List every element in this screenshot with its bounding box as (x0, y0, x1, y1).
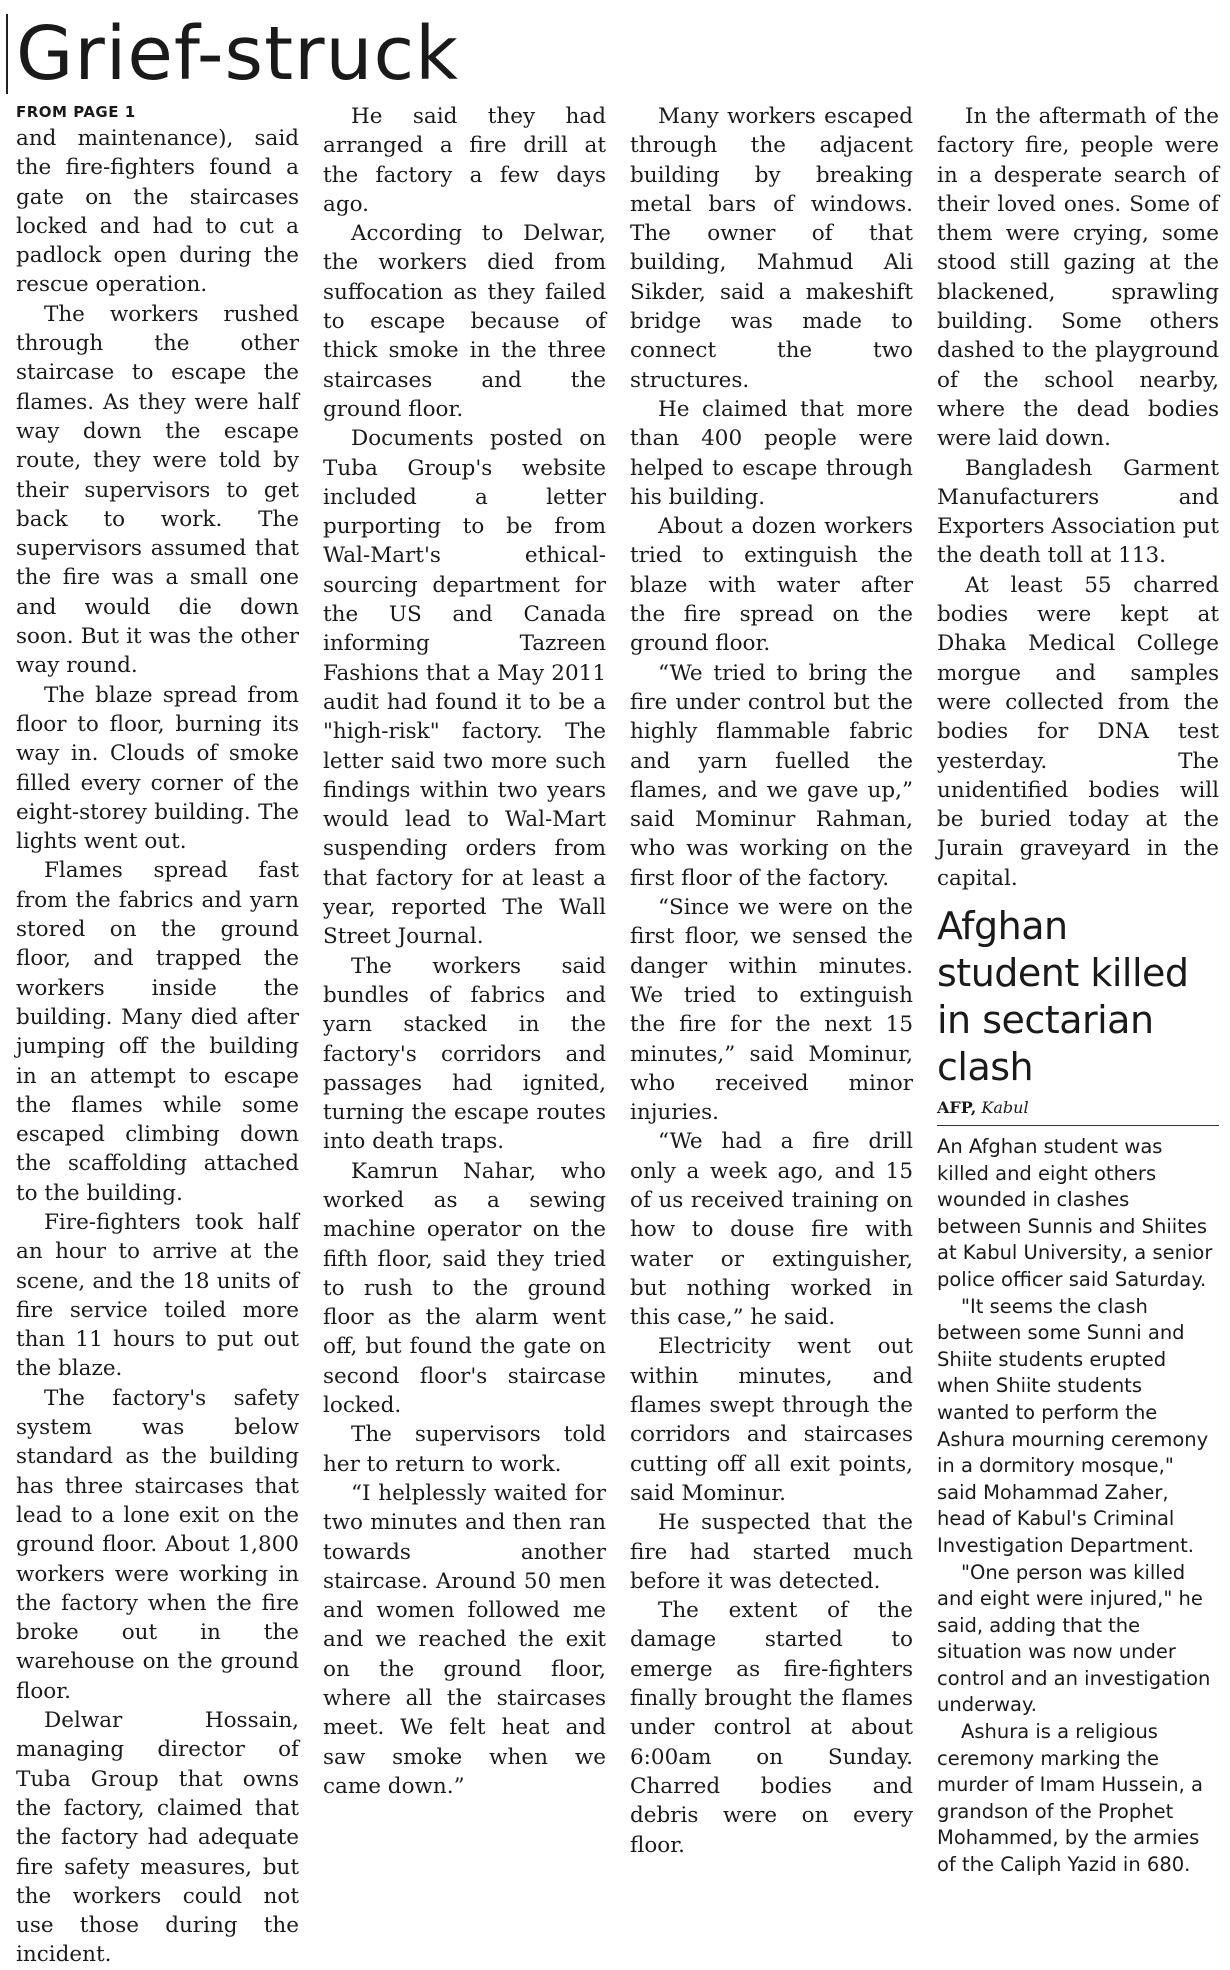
article-paragraph: Documents posted on Tuba Group's website included a letter purporting to be from Wal-Mart's ethical-sourcing department for the US and Canada informing Tazreen Fashions that a May 2011 audit had found it to be a "high-risk" factory. The letter said two more such findings within two years would lead to Wal-Mart suspending orders from that factory for at least a year, reported The Wall Street Journal. (323, 426, 606, 950)
article-paragraph: “We had a fire drill only a week ago, and 15 of us received training on how to douse fire with water or extinguisher, but nothing worked in this case,” he said. (630, 1129, 913, 1331)
side-story-body (937, 1134, 1219, 1879)
side-story-paragraph: "It seems the clash between some Sunni and Shiite students erupted when Shiite students wanted to perform the Ashura mourning ceremony in a dormitory mosque," said Mohammad Zaher, head of Kabul's Criminal Investigation Department. (937, 1294, 1209, 1557)
article-paragraph: The factory's safety system was below standard as the building has three staircases that lead to a lone exit on the ground floor. About 1,800 workers were working in the factory when the fire broke out in the warehouse on the ground floor. (16, 1385, 299, 1704)
side-story-paragraph: "One person was killed and eight were injured," he said, adding that the situation was now under control and an investigation underway. (937, 1560, 1211, 1717)
column-1 (16, 102, 299, 1968)
article-paragraph: Kamrun Nahar, who worked as a sewing machine operator on the fifth floor, said they tried to rush to the ground floor as the alarm went off, but found the gate on second floor's staircase locked. (323, 1158, 606, 1419)
column-2 (323, 102, 606, 1799)
article-paragraph: “I helplessly waited for two minutes and then ran towards another staircase. Around 50 men and women followed me and we reached the exit on the ground floor, where all the staircases meet. We felt heat and saw smoke when we came down.” (323, 1480, 606, 1799)
jump-label: FROM PAGE 1 (16, 103, 136, 121)
article-paragraph: Fire-fighters took half an hour to arrive at the scene, and the 18 units of fire service toiled more than 11 hours to put out the blaze. (16, 1209, 299, 1382)
article-paragraph: “Since we were on the first floor, we sensed the danger within minutes. We tried to extinguish the fire for the next 15 minutes,” said Mominur, who received minor injuries. (630, 895, 913, 1126)
article-paragraph: He said they had arranged a fire drill at the factory a few days ago. (323, 104, 606, 217)
column-3 (630, 102, 913, 1858)
article-paragraph: At least 55 charred bodies were kept at Dhaka Medical College morgue and samples were collected from the bodies for DNA test yesterday. The unidentified bodies will be buried today at the Jurain graveyard in the capital. (937, 572, 1219, 891)
article-paragraph: Flames spread fast from the fabrics and yarn stored on the ground floor, and trapped the workers inside the building. Many died after jumping off the building in an attempt to escape the flames while some escaped climbing down the scaffolding attached to the building. (16, 858, 299, 1206)
byline-agency: AFP, (937, 1098, 977, 1118)
side-story-paragraph: Ashura is a religious ceremony marking the murder of Imam Hussein, a grandson of the Prophet Mohammed, by the armies of the Caliph Yazid in 680. (937, 1720, 1203, 1877)
article-headline: Grief-struck (16, 11, 459, 97)
column-4 (937, 102, 1219, 1877)
article-paragraph: Bangladesh Garment Manufacturers and Exporters Association put the death toll at 113. (937, 455, 1219, 569)
headline-rule (6, 14, 8, 94)
article-paragraph: The workers said bundles of fabrics and yarn stacked in the factory's corridors and passages had ignited, turning the escape routes into death traps. (323, 953, 606, 1155)
article-paragraph: “We tried to bring the fire under control but the highly flammable fabric and yarn fuelled the flames, and we gave up,” said Mominur Rahman, who was working on the first floor of the factory. (630, 660, 913, 891)
article-paragraph: About a dozen workers tried to extinguish the blaze with water after the fire spread on the ground floor. (630, 514, 913, 657)
article-paragraph: He claimed that more than 400 people were helped to escape through his building. (630, 396, 913, 510)
article-paragraph: He suspected that the fire had started much before it was detected. (630, 1510, 913, 1594)
article-paragraph: In the aftermath of the factory fire, people were in a desperate search of their loved ones. Some of them were crying, some stood still gazing at the blackened, sprawling building. Some others dashed to the playground of the school nearby, where the dead bodies were laid down. (937, 104, 1219, 452)
article-paragraph: Delwar Hossain, managing director of Tuba Group that owns the factory, claimed that the factory had adequate fire safety measures, but the workers could not use those during the incident. (16, 1708, 299, 1968)
article-paragraph: and maintenance), said the fire-fighters found a gate on the staircases locked and had to cut a padlock open during the rescue operation. (16, 126, 299, 298)
article-paragraph: The blaze spread from floor to floor, burning its way in. Clouds of smoke filled every corner of the eight-storey building. The lights went out. (16, 682, 299, 855)
article-paragraph: The extent of the damage started to emerge as fire-fighters finally brought the flames under control at about 6:00am on Sunday. Charred bodies and debris were on every floor. (630, 1598, 913, 1858)
byline-place: Kabul (981, 1098, 1029, 1118)
side-story-byline (937, 1097, 1219, 1126)
article-paragraph: Electricity went out within minutes, and flames swept through the corridors and staircases cutting off all exit points, said Mominur. (630, 1334, 913, 1506)
article-paragraph: Many workers escaped through the adjacent building by breaking metal bars of windows. The owner of that building, Mahmud Ali Sikder, said a makeshift bridge was made to connect the two structures. (630, 104, 913, 393)
side-story-paragraph: An Afghan student was killed and eight others wounded in clashes between Sunnis and Shiites at Kabul University, a senior police officer said Saturday. (937, 1135, 1213, 1291)
article-paragraph: The workers rushed through the other staircase to escape the flames. As they were half way down the escape route, they were told by their supervisors to get back to work. The supervisors assumed that the fire was a small one and would die down soon. But it was the other way round. (16, 301, 299, 679)
article-paragraph: According to Delwar, the workers died from suffocation as they failed to escape because of thick smoke in the three staircases and the ground floor. (323, 221, 606, 422)
article-paragraph: The supervisors told her to return to work. (323, 1422, 606, 1477)
side-story-headline: Afghan student killed in sectarian clash (937, 904, 1189, 1090)
